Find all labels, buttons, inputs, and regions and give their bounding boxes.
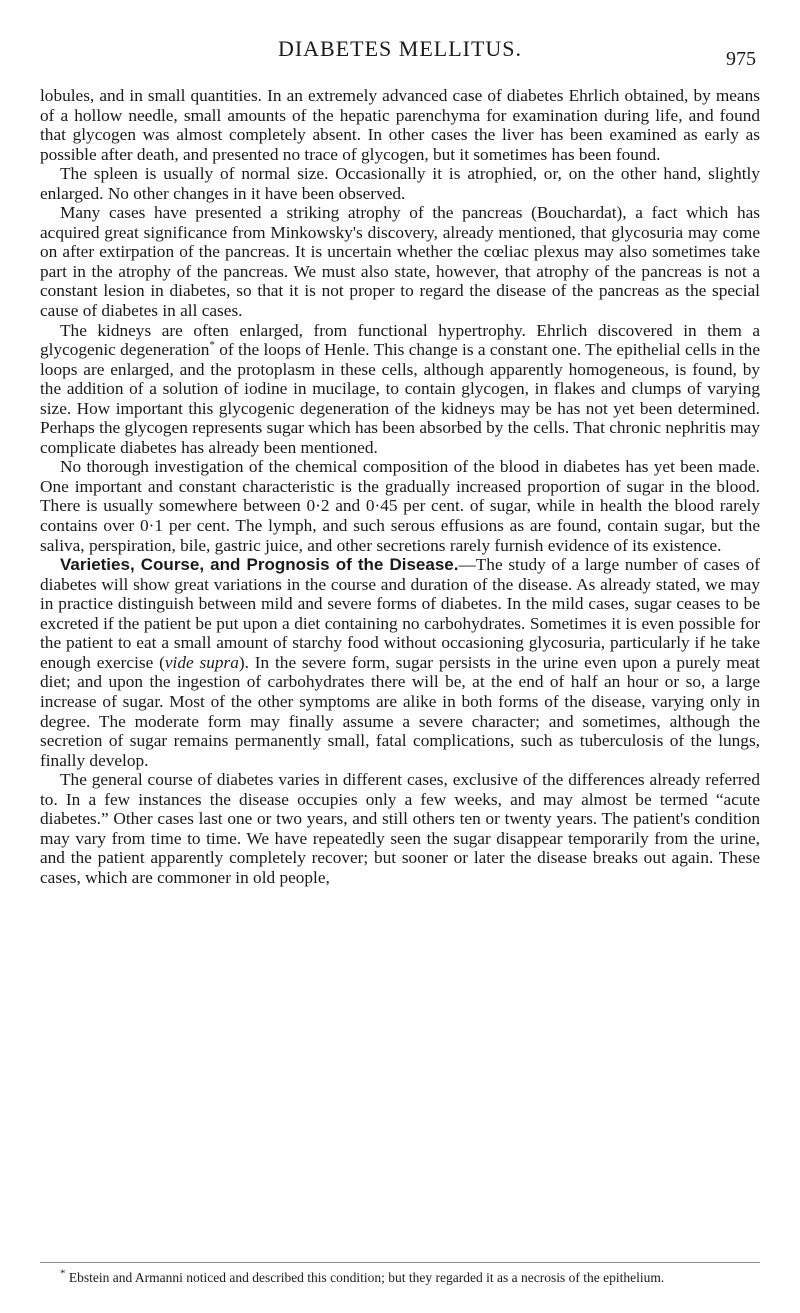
paragraph-blood: No thorough investigation of the chemical composition of the blood in diabetes has yet been made. One important and constant characteristic is the gradually increased proportion of sugar in the blood. There is usually somewhere between 0·2 and 0·45 per cent. of sugar, while in health the blood rarely contains over 0·1 per cent. The lymph, and such serous effusions as are found, contain sugar, but the saliva, perspiration, bile, gastric juice, and other secretions rarely furnish evidence of its existence. — [40, 457, 760, 555]
footnote-reference: * — [209, 339, 215, 352]
running-head — [40, 0, 760, 70]
paragraph-spleen: The spleen is usually of normal size. Occasionally it is atrophied, or, on the other hand, slightly enlarged. No other changes in it have been observed. — [40, 164, 760, 203]
kidneys-text-start: The kidneys are often enlarged, from functional hypertrophy. Ehrlich discovered in them a glycogenic degeneration — [40, 320, 760, 360]
footnote — [40, 1267, 760, 1286]
paragraph-pancreas: Many cases have presented a striking atrophy of the pancreas (Bouchardat), a fact which has acquired great significance from Minkowsky's discovery, already mentioned, that glycosuria may come on after extirpation of the pancreas. It is uncertain whether the cœliac plexus may also sometimes take part in the atrophy of the pancreas. We must also state, however, that atrophy of the pancreas is not a constant lesion in diabetes, so that it is not proper to regard the disease of the pancreas as the special cause of diabetes in all cases. — [40, 203, 760, 321]
paragraph-varieties — [40, 555, 760, 770]
varieties-text-end: ). In the severe form, sugar persists in the urine even upon a purely meat diet; and upon the ingestion of carbohydrates there will be, at the end of half an hour or so, a large increase of sugar. Most of the other symptoms are alike in both forms of the disease, varying only in degree. The moderate form may finally assume a severe character; and sometimes, although the secretion of sugar remains permanently small, fatal complications, such as tuberculosis of the lungs, finally develop. — [40, 652, 760, 770]
footnote-divider — [40, 1262, 760, 1263]
section-heading: Varieties, Course, and Prognosis of the Disease. — [60, 555, 459, 575]
paragraph-liver-glycogen: lobules, and in small quantities. In an extremely advanced case of diabetes Ehrlich obtained, by means of a hollow needle, small amounts of the hepatic parenchyma for examination during life, and found that glycogen was almost completely absent. In other cases the liver has been examined as early as possible after death, and presented no trace of glycogen, but it sometimes has been found. — [40, 86, 760, 164]
body-text — [40, 86, 760, 887]
varieties-text-start: —The study of a large number of cases of diabetes will show great variations in the course and duration of the disease. As already stated, we may in practice distinguish between mild and severe forms of diabetes. In the mild cases, sugar ceases to be excreted if the patient be put upon a diet containing no carbohydrates. Sometimes it is even possible for the patient to eat a small amount of starchy food without occasioning glycosuria, particularly if he take enough exercise ( — [40, 555, 760, 672]
kidneys-text-end: of the loops of Henle. This change is a constant one. The epithelial cells in the loops are enlarged, and the protoplasm in these cells, although apparently homogeneous, is found, by the addition of a solution of iodine in mucilage, to contain glycogen, in flakes and clumps of varying size. How important this glycogenic degeneration of the kidneys may be has not yet been determined. Perhaps the glycogen represents sugar which has been absorbed by the cells. That chronic nephritis may complicate diabetes has already been mentioned. — [40, 340, 760, 457]
footnote-mark: * — [60, 1267, 66, 1280]
running-title: DIABETES MELLITUS. — [277, 36, 523, 61]
paragraph-kidneys — [40, 321, 760, 458]
paragraph-general-course: The general course of diabetes varies in different cases, exclusive of the differences already referred to. In a few instances the disease occupies only a few weeks, and may almost be termed “acute diabetes.” Other cases last one or two years, and still others ten or twenty years. The patient's condition may vary from time to time. We have repeatedly seen the sugar disappear temporarily from the urine, and the patient apparently completely recover; but sooner or later the disease breaks out again. These cases, which are commoner in old people, — [40, 770, 760, 887]
footnote-text: Ebstein and Armanni noticed and described this condition; but they regarded it as a necrosis of the epithelium. — [65, 1270, 665, 1285]
page-number: 975 — [726, 48, 756, 70]
latin-phrase: vide supra — [164, 652, 239, 672]
